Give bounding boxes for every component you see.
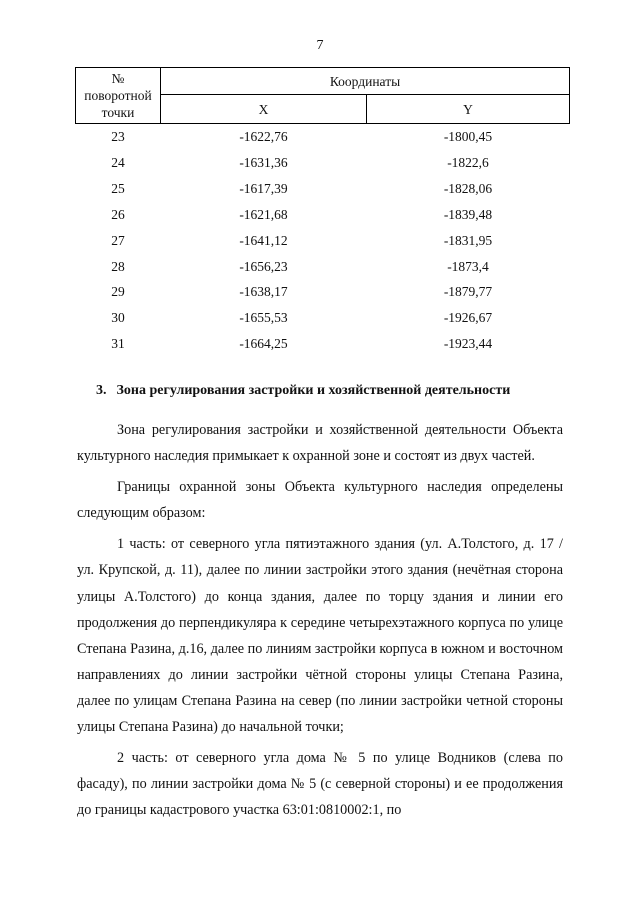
table-row [76,305,570,331]
table-row [76,150,570,176]
paragraph: Границы охранной зоны Объекта культурного наследия определены следующим образом: [77,479,563,522]
point-number: 24 [111,154,125,170]
page-number: 7 [316,38,324,53]
point-number-header-line-1: № [111,71,125,86]
x-value: -1664,25 [239,336,288,352]
y-header: Y [367,95,570,124]
y-value: -1822,6 [447,154,489,170]
y-value: -1926,67 [443,310,493,326]
x-value: -1655,53 [239,310,288,326]
x-header: X [161,95,367,124]
table-row [76,279,570,305]
x-value: -1638,17 [239,284,288,300]
x-value: -1631,36 [239,154,288,170]
y-value: -1879,77 [443,284,493,300]
y-value: -1923,44 [443,336,493,352]
section-number: 3. [96,383,107,398]
x-value: -1622,76 [239,129,288,144]
point-number: 26 [111,206,125,222]
point-number-header [76,68,161,124]
paragraph: Зона регулирования застройки и хозяйственной деятельности Объекта культурного наследия примыкает к охранной зоне и состоят из двух частей. [77,422,563,465]
coordinates-header: Координаты [161,68,570,95]
table-row [76,202,570,228]
point-number-header-line-3: точки [101,105,135,120]
table-row [76,176,570,202]
x-value: -1617,39 [239,180,288,196]
table-row [76,228,570,254]
table-row [76,254,570,280]
point-number: 31 [111,336,125,352]
y-value: -1828,06 [443,180,493,196]
point-number: 27 [111,232,125,248]
y-value: -1873,4 [447,258,489,274]
section-heading [96,383,510,399]
y-value: -1800,45 [443,129,493,144]
table-row [76,331,570,357]
y-value: -1831,95 [443,232,493,248]
point-number: 25 [111,180,125,196]
x-value: -1656,23 [239,258,288,274]
point-number: 28 [111,258,125,274]
point-number-header-line-2: поворотной [84,88,152,103]
point-number: 23 [111,129,125,144]
paragraph: 2 часть: от северного угла дома № 5 по улице Водников (слева по фасаду), по линии застройки дома № 5 (с северной стороны) и ее продолжения до границы кадастрового участка 63:01:0810002:1, по [77,750,563,819]
coordinates-table [75,67,570,357]
section-title: Зона регулирования застройки и хозяйственной деятельности [116,383,511,398]
paragraph: 1 часть: от северного угла пятиэтажного здания (ул. А.Толстого, д. 17 / ул. Крупской, д. 11), далее по линии застройки этого здания (нечётная сторона улицы А.Толстого) до конца здания, далее по торцу здания и линии его продолжения до перпендикуляра к середине четырехэтажного корпуса по улице Степана Разина, д.16, далее по линиям застройки корпуса в южном и восточном направлениях до линии застройки чётной стороны улицы Степана Разина, далее по улицам Степана Разина на север (по линии застройки четной стороны улицы Степана Разина) до начальной точки; [77,536,563,736]
y-value: -1839,48 [443,206,493,222]
point-number: 30 [111,310,125,326]
point-number: 29 [111,284,125,300]
table-row [76,124,570,150]
x-value: -1621,68 [239,206,288,222]
body-text [77,417,563,828]
x-value: -1641,12 [239,232,288,248]
